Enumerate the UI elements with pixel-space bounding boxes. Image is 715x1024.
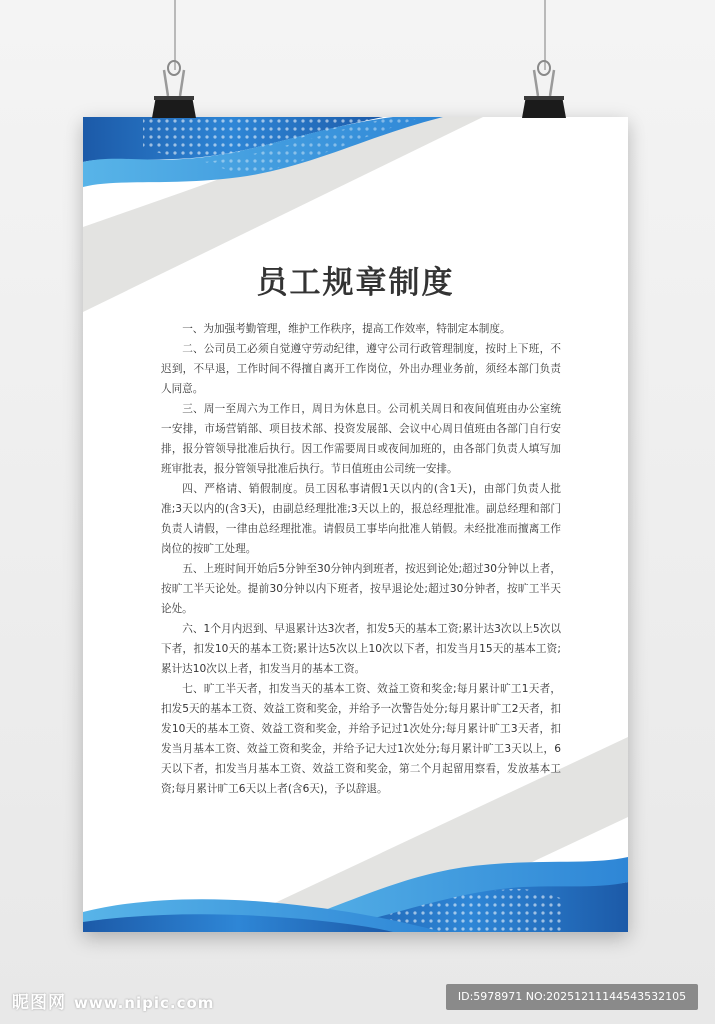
regulation-paragraph-4: 四、严格请、销假制度。员工因私事请假1天以内的(含1天)，由部门负责人批准;3天以内的(含3天)，由副总经理批准;3天以上的，报总经理批准。副总经理和部门负责人请假，一律由总经理批准。请假员工事毕向批准人销假。未经批准而擅离工作岗位的按旷工处理。 xyxy=(161,483,561,555)
site-watermark xyxy=(12,988,214,1013)
image-id-badge: ID:5978971 NO:20251211144543532105 xyxy=(446,984,698,1010)
regulation-body xyxy=(161,319,561,799)
regulation-paragraph-1: 一、为加强考勤管理，维护工作秩序，提高工作效率，特制定本制度。 xyxy=(182,323,511,335)
regulation-paragraph-6: 六、1个月内迟到、早退累计达3次者，扣发5天的基本工资;累计达3次以上5次以下者，扣发10天的基本工资;累计达5次以上10次以下者，扣发当月15天的基本工资;累计达10次以上者，扣发当月的基本工资。 xyxy=(161,623,561,675)
regulation-paragraph-3: 三、周一至周六为工作日，周日为休息日。公司机关周日和夜间值班由办公室统一安排，市场营销部、项目技术部、投资发展部、会议中心周日值班由各部门自行安排，报分管领导批准后执行。因工作需要周日或夜间加班的，由各部门负责人填写加班审批表，报分管领导批准后执行。节日值班由公司统一安排。 xyxy=(161,403,561,475)
site-name: 昵图网 xyxy=(12,993,66,1013)
poster xyxy=(83,117,628,932)
regulation-paragraph-7: 七、旷工半天者，扣发当天的基本工资、效益工资和奖金;每月累计旷工1天者，扣发5天的基本工资、效益工资和奖金，并给予一次警告处分;每月累计旷工2天者，扣发10天的基本工资、效益工资和奖金，并给予记过1次处分;每月累计旷工3天者，扣发当月基本工资、效益工资和奖金，并给予记大过1次处分;每月累计旷工3天以上，6天以下者，扣发当月基本工资、效益工资和奖金，第二个月起留用察看，发放基本工资;每月累计旷工6天以上者(含6天)，予以辞退。 xyxy=(161,683,561,795)
binder-clip-right-icon xyxy=(520,60,568,120)
binder-clip-left-icon xyxy=(150,60,198,120)
regulation-paragraph-5: 五、上班时间开始后5分钟至30分钟内到班者，按迟到论处;超过30分钟以上者，按旷工半天论处。提前30分钟以内下班者，按早退论处;超过30分钟者，按旷工半天论处。 xyxy=(161,563,561,615)
site-url: www.nipic.com xyxy=(74,994,215,1012)
page-title: 员工规章制度 xyxy=(256,265,455,301)
regulation-paragraph-2: 二、公司员工必须自觉遵守劳动纪律，遵守公司行政管理制度，按时上下班，不迟到，不早退，工作时间不得擅自离开工作岗位，外出办理业务前，须经本部门负责人同意。 xyxy=(161,343,561,395)
